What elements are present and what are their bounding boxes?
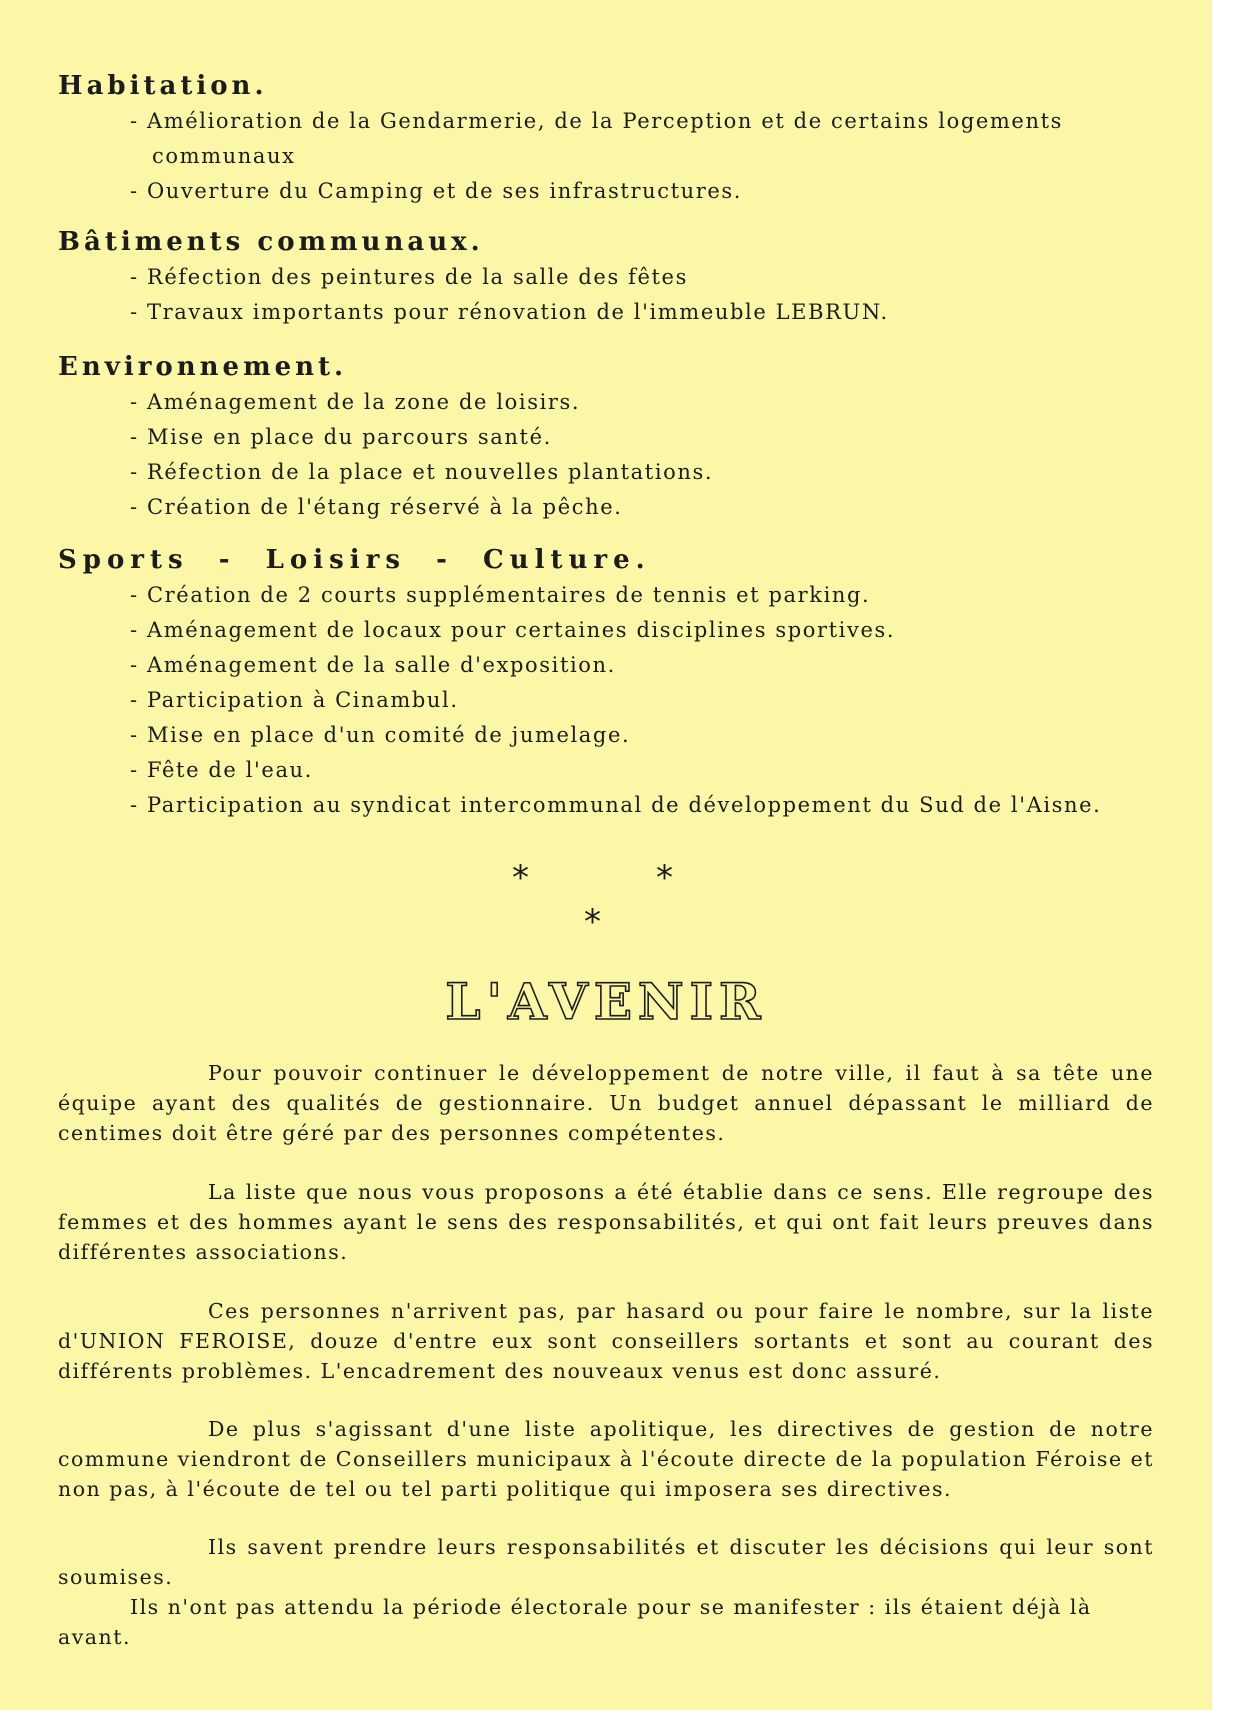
paragraph: De plus s'agissant d'une liste apolitique, les directives de gestion de notre commune viendront de Conseillers municipaux à l'écoute directe de la population Féroise et non pas, à l'écoute de tel ou tel parti politique qui imposera ses directives.	[58, 1417, 1154, 1501]
section-heading: Environnement.	[58, 352, 348, 382]
list-item: - Réfection de la place et nouvelles plantations.	[130, 455, 1158, 490]
paragraph: Ils n'ont pas attendu la période électorale pour se manifester : ils étaient déjà là avant.	[58, 1595, 1092, 1649]
section-sports-loisirs-culture	[58, 542, 1158, 823]
separator-star: *	[656, 858, 673, 898]
separator-stars	[0, 858, 1212, 942]
list-item: - Mise en place d'un comité de jumelage.	[130, 718, 1158, 753]
separator-star: *	[512, 858, 529, 898]
list-item: - Fête de l'eau.	[130, 753, 1158, 788]
list-item: - Aménagement de locaux pour certaines disciplines sportives.	[130, 613, 1158, 648]
separator-star: *	[584, 902, 601, 942]
list-item: - Mise en place du parcours santé.	[130, 420, 1158, 455]
list-item: - Travaux importants pour rénovation de l'immeuble LEBRUN.	[130, 295, 1158, 330]
section-habitation	[58, 68, 1158, 209]
paragraph: Ils savent prendre leurs responsabilités et discuter les décisions qui leur sont soumises.	[58, 1535, 1154, 1589]
section-heading: Habitation.	[58, 71, 268, 101]
paragraph: Ces personnes n'arrivent pas, par hasard ou pour faire le nombre, sur la liste d'UNION FEROISE, douze d'entre eux sont conseillers sortants et sont au courant des différents problèmes. L'encadrement des nouveaux venus est donc assuré.	[58, 1299, 1154, 1383]
item-list	[58, 578, 1158, 823]
section-environnement	[58, 349, 1158, 525]
section-heading: Sports - Loisirs - Culture.	[58, 545, 651, 575]
item-list	[58, 385, 1158, 525]
list-item: - Ouverture du Camping et de ses infrastructures.	[130, 174, 1158, 209]
item-list	[58, 260, 1158, 330]
paragraph: La liste que nous vous proposons a été établie dans ce sens. Elle regroupe des femmes et des hommes ayant le sens des responsabilités, et qui ont fait leurs preuves dans différentes associations.	[58, 1180, 1154, 1264]
list-item: - Aménagement de la zone de loisirs.	[130, 385, 1158, 420]
list-item: - Participation à Cinambul.	[130, 683, 1158, 718]
section-heading: Bâtiments communaux.	[58, 227, 484, 257]
list-item: - Amélioration de la Gendarmerie, de la Perception et de certains logements communaux	[130, 104, 1152, 174]
page-title: L'AVENIR	[445, 972, 767, 1031]
list-item: - Aménagement de la salle d'exposition.	[130, 648, 1158, 683]
item-list	[58, 104, 1158, 209]
list-item: - Participation au syndicat intercommunal de développement du Sud de l'Aisne.	[130, 788, 1158, 823]
list-item: - Création de 2 courts supplémentaires de tennis et parking.	[130, 578, 1158, 613]
list-item: - Création de l'étang réservé à la pêche.	[130, 490, 1158, 525]
list-item: - Réfection des peintures de la salle des fêtes	[130, 260, 1158, 295]
section-batiments	[58, 224, 1158, 330]
paragraph: Pour pouvoir continuer le développement de notre ville, il faut à sa tête une équipe ayant des qualités de gestionnaire. Un budget annuel dépassant le milliard de centimes doit être géré par des personnes compétentes.	[58, 1061, 1154, 1145]
